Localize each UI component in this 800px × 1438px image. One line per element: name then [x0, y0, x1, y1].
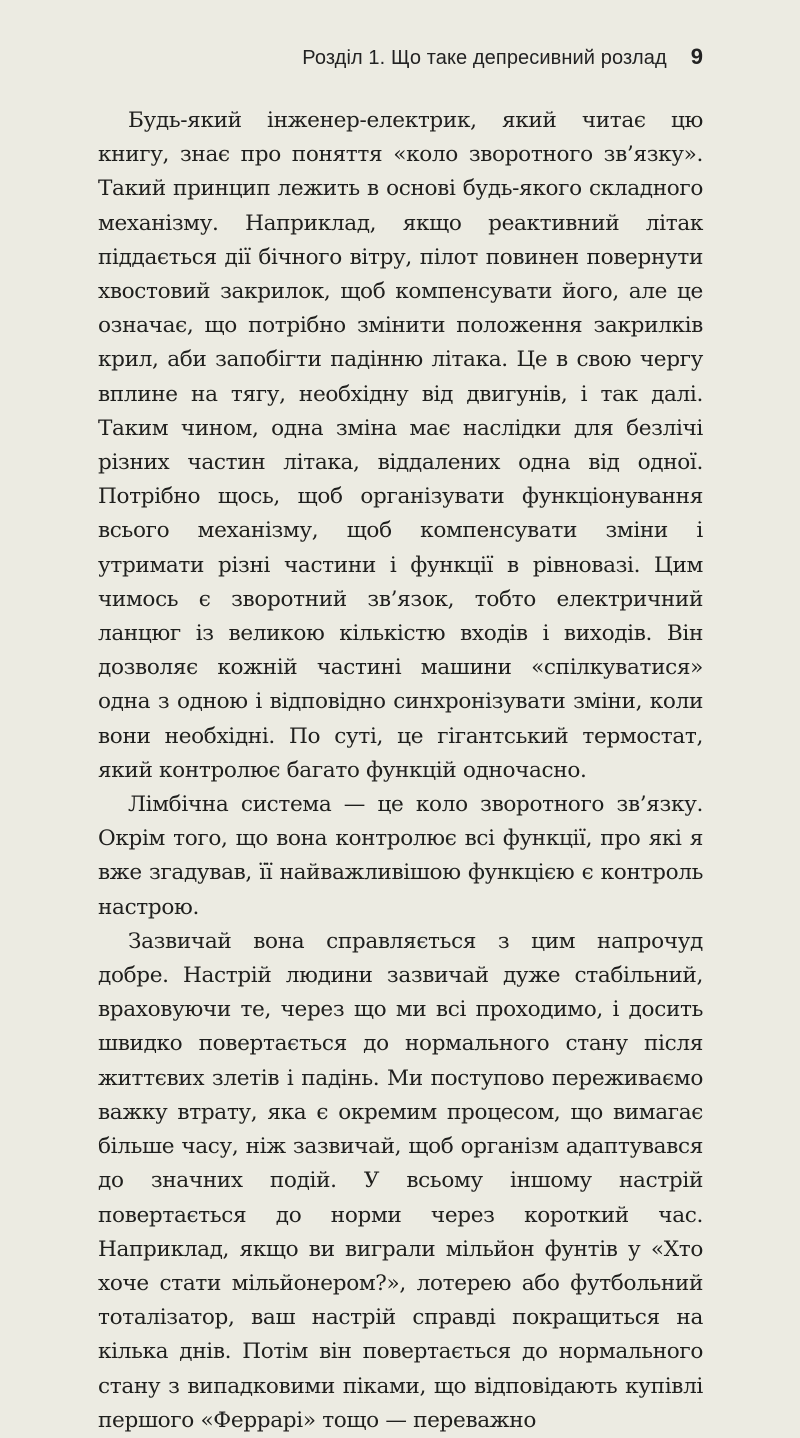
page-number: 9 — [690, 44, 703, 69]
body-text — [98, 104, 703, 1438]
paragraph-feedback-loop: Будь-який інженер-електрик, який читає цю книгу, знає про поняття «коло зворотного зв’язку». Такий принцип лежить в основі будь-якого складного механізму. Наприклад, якщо реактивний літак піддається дії бічного вітру, пілот повинен повернути хвостовий закрилок, щоб компенсувати його, але це означає, що потрібно змінити положення закрилків крил, аби запобігти падінню літака. Це в свою чергу вплине на тягу, необхідну від двигунів, і так далі. Таким чином, одна зміна має наслідки для безлічі різних частин літака, віддалених одна від одної. Потрібно щось, щоб організувати функціонування всього механізму, щоб компенсувати зміни і утримати різні частини і функції в рівновазі. Цим чимось є зворотний зв’язок, тобто електричний ланцюг із великою кількістю входів і виходів. Він дозволяє кожній частині машини «спілкуватися» одна з одною і відповідно синхронізувати зміни, коли вони необхідні. По суті, це гігантський термостат, який контролює багато функцій одночасно. — [98, 108, 703, 783]
paragraph-mood-stability: Зазвичай вона справляється з цим напрочуд добре. Настрій людини зазвичай дуже стабільний, враховуючи те, через що ми всі проходимо, і досить швидко повертається до нормального стану після життєвих злетів і падінь. Ми поступово переживаємо важку втрату, яка є окремим процесом, що вимагає більше часу, ніж зазвичай, щоб організм адаптувався до значних подій. У всьому іншому настрій повертається до норми через короткий час. Наприклад, якщо ви виграли мільйон фунтів у «Хто хоче стати мільйонером?», лотерею або футбольний тоталізатор, ваш настрій справді покращиться на кілька днів. Потім він повертається до нормального стану з випадковими піками, що відповідають купівлі першого «Феррарі» тощо — переважно — [98, 928, 703, 1433]
paragraph-limbic-system: Лімбічна система — це коло зворотного зв’язку. Окрім того, що вона контролює всі функції, про які я вже згадував, її найважливішою функцією є контроль настрою. — [98, 792, 703, 920]
chapter-title: Розділ 1. Що таке депресивний розлад — [302, 47, 667, 69]
running-header — [302, 44, 703, 70]
